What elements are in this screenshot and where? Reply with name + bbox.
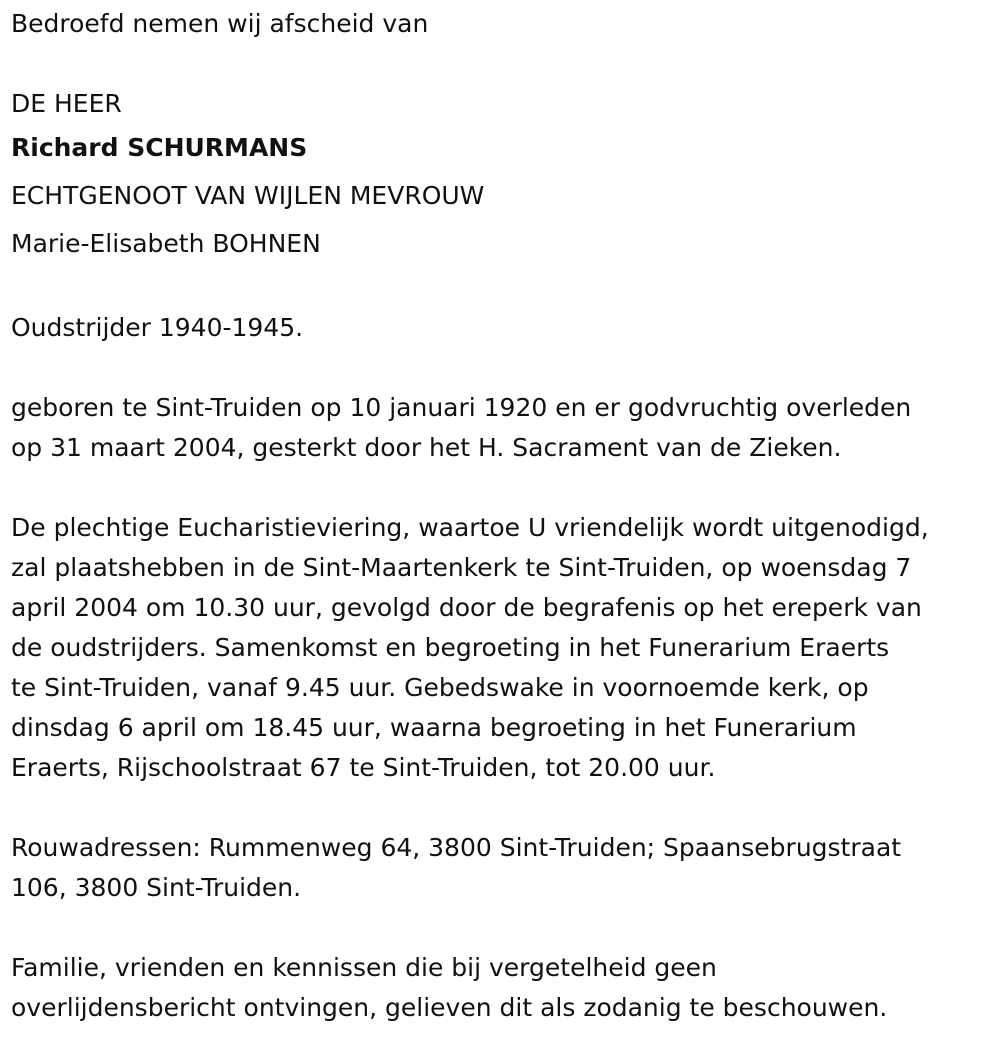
- veteran-text: Oudstrijder 1940-1945.: [11, 313, 304, 342]
- ceremony-line: de oudstrijders. Samenkomst en begroeting in het Funerarium Eraerts: [11, 633, 890, 662]
- deceased-block: [11, 84, 993, 268]
- birth-death-paragraph: [11, 388, 993, 468]
- birth-death-line: geboren te Sint-Truiden op 10 januari 1920 en er godvruchtig overleden: [11, 393, 912, 422]
- ceremony-line: dinsdag 6 april om 18.45 uur, waarna begroeting in het Funerarium: [11, 713, 857, 742]
- intro-text: Bedroefd nemen wij afscheid van: [11, 9, 429, 38]
- spouse-prefix: ECHTGENOOT VAN WIJLEN MEVROUW: [11, 181, 485, 210]
- ceremony-paragraph: [11, 508, 993, 788]
- obituary-notice: [11, 4, 993, 1028]
- notice-paragraph: [11, 948, 993, 1028]
- veteran-paragraph: [11, 308, 993, 348]
- notice-line: Familie, vrienden en kennissen die bij vergetelheid geen: [11, 953, 717, 982]
- ceremony-line: zal plaatshebben in de Sint-Maartenkerk te Sint-Truiden, op woensdag 7: [11, 553, 912, 582]
- intro-paragraph: [11, 4, 993, 44]
- spouse-name: Marie-Elisabeth BOHNEN: [11, 229, 321, 258]
- address-line: Rouwadressen: Rummenweg 64, 3800 Sint-Truiden; Spaansebrugstraat: [11, 833, 902, 862]
- ceremony-line: april 2004 om 10.30 uur, gevolgd door de begrafenis op het ereperk van: [11, 593, 922, 622]
- deceased-name: Richard SCHURMANS: [11, 133, 308, 162]
- deceased-title: DE HEER: [11, 89, 122, 118]
- notice-line: overlijdensbericht ontvingen, gelieven dit als zodanig te beschouwen.: [11, 993, 888, 1022]
- birth-death-line: op 31 maart 2004, gesterkt door het H. Sacrament van de Zieken.: [11, 433, 842, 462]
- address-line: 106, 3800 Sint-Truiden.: [11, 873, 302, 902]
- ceremony-line: Eraerts, Rijschoolstraat 67 te Sint-Truiden, tot 20.00 uur.: [11, 753, 716, 782]
- ceremony-line: De plechtige Eucharistieviering, waartoe U vriendelijk wordt uitgenodigd,: [11, 513, 929, 542]
- addresses-paragraph: [11, 828, 993, 908]
- ceremony-line: te Sint-Truiden, vanaf 9.45 uur. Gebedswake in voornoemde kerk, op: [11, 673, 869, 702]
